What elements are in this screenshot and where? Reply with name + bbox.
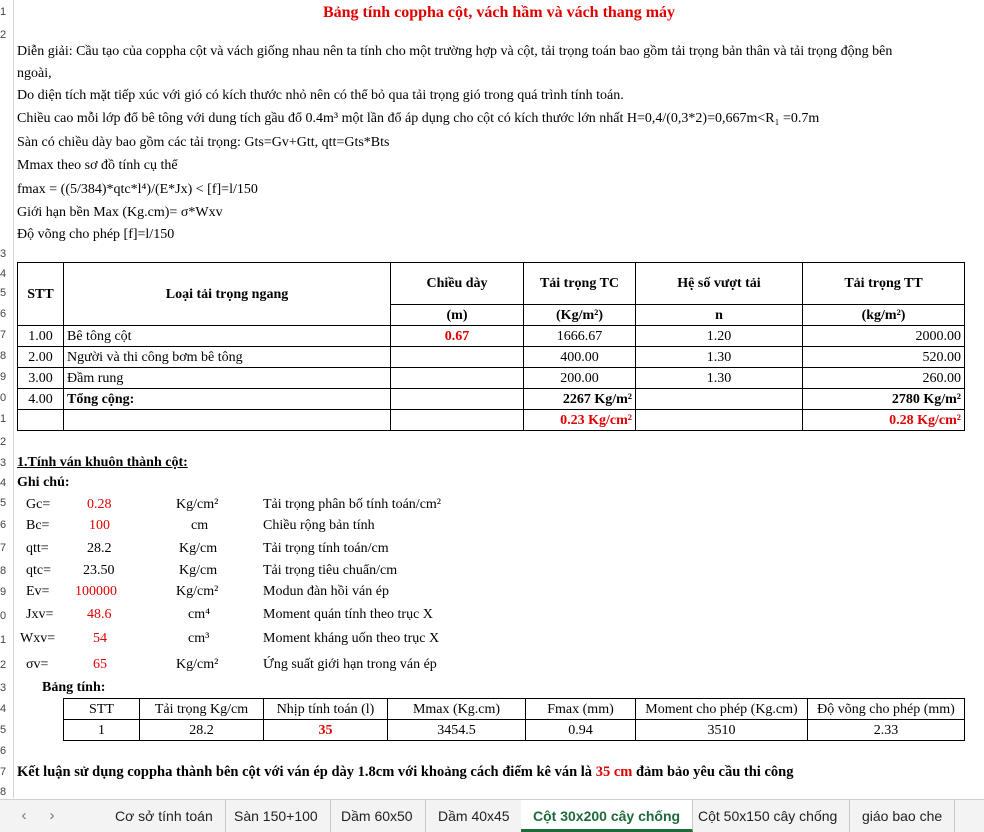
- header-load-tt[interactable]: Tải trọng TT: [803, 263, 965, 305]
- cell-factor[interactable]: [636, 410, 803, 431]
- row-number[interactable]: 5: [0, 287, 7, 299]
- row-number[interactable]: 6: [0, 745, 7, 757]
- param-unit: Kg/cm: [179, 541, 218, 556]
- calc-cell-span[interactable]: 35: [264, 720, 388, 741]
- row-number[interactable]: 4: [0, 268, 7, 280]
- unit-thickness[interactable]: (m): [391, 305, 524, 326]
- param-unit: Kg/cm²: [176, 584, 219, 599]
- load-table: [17, 262, 965, 431]
- header-load-tc[interactable]: Tải trọng TC: [524, 263, 636, 305]
- unit-tt[interactable]: (kg/m²): [803, 305, 965, 326]
- param-unit: Kg/cm: [179, 563, 218, 578]
- calc-cell[interactable]: 1: [64, 720, 140, 741]
- cell-name[interactable]: Người và thi công bơm bê tông: [64, 347, 391, 368]
- sheet-tabs-bar: [0, 799, 984, 832]
- intro-line-5: Mmax theo sơ đồ tính cụ thể: [17, 158, 178, 173]
- param-symbol: Wxv=: [20, 631, 56, 646]
- tab-cot-50x150[interactable]: Cột 50x150 cây chống: [686, 800, 850, 832]
- row-number[interactable]: 8: [0, 565, 7, 577]
- tab-giao-bao-che[interactable]: giáo bao che: [850, 800, 955, 832]
- param-value[interactable]: 100000: [75, 584, 117, 599]
- row-number[interactable]: 1: [0, 634, 7, 646]
- param-unit: Kg/cm²: [176, 497, 219, 512]
- intro-line-4: Sàn có chiều dày bao gồm các tải trọng: Gts=Gv+Gtt, qtt=Gts*Bts: [17, 135, 390, 150]
- cell-name[interactable]: Đầm rung: [64, 368, 391, 389]
- row-number[interactable]: 7: [0, 329, 7, 341]
- header-thickness[interactable]: Chiều dày: [391, 263, 524, 305]
- param-unit: cm³: [188, 631, 210, 646]
- intro-line-2: Do diện tích mặt tiếp xúc với gió có kích thước nhỏ nên có thể bỏ qua tải trọng gió trong quá trình tính toán.: [17, 88, 624, 103]
- calc-header[interactable]: Mmax (Kg.cm): [388, 699, 526, 720]
- header-stt[interactable]: STT: [18, 263, 64, 326]
- calc-header[interactable]: STT: [64, 699, 140, 720]
- cell-name[interactable]: Tổng cộng:: [64, 389, 391, 410]
- param-unit: cm: [191, 518, 209, 533]
- cell-tt-total[interactable]: 2780 Kg/m²: [803, 389, 965, 410]
- row-number[interactable]: 9: [0, 371, 7, 383]
- cell-tc-total-cm[interactable]: 0.23 Kg/cm²: [524, 410, 636, 431]
- conclusion-text-end: đảm bảo yêu cầu thi công: [632, 764, 794, 780]
- calc-header[interactable]: Fmax (mm): [526, 699, 636, 720]
- table-row: [18, 368, 965, 389]
- cell-thickness[interactable]: [391, 368, 524, 389]
- param-value[interactable]: 28.2: [87, 541, 112, 556]
- table-row: [64, 720, 965, 741]
- param-desc: Ứng suất giới hạn trong ván ép: [263, 657, 437, 672]
- cell-stt[interactable]: 4.00: [18, 389, 64, 410]
- intro-line-7: Giới hạn bền Max (Kg.cm)= σ*Wxv: [17, 205, 223, 220]
- row-number[interactable]: 3: [0, 457, 7, 469]
- calc-table-title: Bảng tính:: [42, 680, 106, 695]
- cell-tc[interactable]: 200.00: [524, 368, 636, 389]
- row-number[interactable]: 8: [0, 350, 7, 362]
- notes-title: Ghi chú:: [17, 475, 70, 490]
- tab-scroll-right-icon[interactable]: ›: [49, 807, 55, 824]
- calc-cell[interactable]: 3454.5: [388, 720, 526, 741]
- row-number[interactable]: 7: [0, 542, 7, 554]
- cell-thickness[interactable]: [391, 389, 524, 410]
- cell-stt[interactable]: 2.00: [18, 347, 64, 368]
- cell-thickness[interactable]: [391, 347, 524, 368]
- calc-header[interactable]: Tải trọng Kg/cm: [140, 699, 264, 720]
- param-desc: Tải trọng tính toán/cm: [263, 541, 389, 556]
- param-desc: Modun đàn hồi ván ép: [263, 584, 389, 599]
- unit-factor[interactable]: n: [636, 305, 803, 326]
- param-desc: Moment kháng uốn theo trục X: [263, 631, 440, 646]
- row-number[interactable]: 4: [0, 703, 7, 715]
- tab-co-so-tinh-toan[interactable]: Cơ sở tính toán: [103, 800, 226, 832]
- cell-tt[interactable]: 260.00: [803, 368, 965, 389]
- param-value[interactable]: 23.50: [83, 563, 115, 578]
- table-row-total: [18, 389, 965, 410]
- cell-tt[interactable]: 2000.00: [803, 326, 965, 347]
- param-value[interactable]: 48.6: [87, 607, 112, 622]
- row-number[interactable]: 2: [0, 436, 7, 448]
- header-load-type[interactable]: Loại tải trọng ngang: [64, 263, 391, 326]
- cell-tc[interactable]: 1666.67: [524, 326, 636, 347]
- cell-stt[interactable]: [18, 410, 64, 431]
- calc-header[interactable]: Nhịp tính toán (l): [264, 699, 388, 720]
- cell-name[interactable]: Bê tông cột: [64, 326, 391, 347]
- tab-dam-40x45[interactable]: Dầm 40x45: [426, 800, 523, 832]
- param-desc: Chiều rộng bản tính: [263, 518, 375, 533]
- param-symbol: qtt=: [26, 541, 49, 556]
- table-row: [18, 326, 965, 347]
- row-number-gutter: [0, 0, 14, 798]
- cell-thickness[interactable]: 0.67: [391, 326, 524, 347]
- row-number[interactable]: 0: [0, 610, 7, 622]
- row-number[interactable]: 6: [0, 308, 7, 320]
- section-title: 1.Tính ván khuôn thành cột:: [17, 455, 188, 470]
- row-number[interactable]: 2: [0, 29, 7, 41]
- row-number[interactable]: 3: [0, 682, 7, 694]
- cell-stt[interactable]: 3.00: [18, 368, 64, 389]
- sheet-title: Bảng tính coppha cột, vách hầm và vách thang máy: [322, 4, 676, 21]
- conclusion: [17, 764, 793, 781]
- calc-cell[interactable]: 0.94: [526, 720, 636, 741]
- param-unit: Kg/cm²: [176, 657, 219, 672]
- calc-cell[interactable]: 28.2: [140, 720, 264, 741]
- cell-tt-total-cm[interactable]: 0.28 Kg/cm²: [803, 410, 965, 431]
- param-unit: cm⁴: [188, 607, 210, 622]
- tab-scroll-left-icon[interactable]: ‹: [21, 807, 27, 824]
- row-number[interactable]: 2: [0, 659, 7, 671]
- cell-tc[interactable]: 400.00: [524, 347, 636, 368]
- param-value[interactable]: 65: [93, 657, 107, 672]
- param-desc: Moment quán tính theo trục X: [263, 607, 433, 622]
- intro-line-8: Độ võng cho phép [f]=l/150: [17, 227, 175, 242]
- calc-header[interactable]: Độ võng cho phép (mm): [808, 699, 965, 720]
- param-symbol: Ev=: [26, 584, 50, 599]
- cell-factor[interactable]: 1.30: [636, 347, 803, 368]
- tab-dam-60x50[interactable]: Dầm 60x50: [329, 800, 426, 832]
- row-number[interactable]: 9: [0, 586, 7, 598]
- calc-header[interactable]: Moment cho phép (Kg.cm): [636, 699, 808, 720]
- header-factor[interactable]: Hệ số vượt tải: [636, 263, 803, 305]
- row-number[interactable]: 3: [0, 248, 7, 260]
- param-value[interactable]: 100: [89, 518, 110, 533]
- row-number[interactable]: 1: [0, 6, 7, 18]
- param-symbol: Gc=: [26, 497, 51, 512]
- row-number[interactable]: 4: [0, 477, 7, 489]
- tab-cot-30x200-active[interactable]: Cột 30x200 cây chống: [521, 800, 693, 832]
- table-row: [18, 347, 965, 368]
- param-symbol: Jxv=: [26, 607, 54, 622]
- cell-factor[interactable]: 1.20: [636, 326, 803, 347]
- conclusion-value: 35 cm: [595, 764, 633, 780]
- cell-factor[interactable]: 1.30: [636, 368, 803, 389]
- unit-tc[interactable]: (Kg/m²): [524, 305, 636, 326]
- param-desc: Tải trọng phân bố tính toán/cm²: [263, 497, 441, 512]
- calc-table: [63, 698, 965, 741]
- intro-line-1: Diễn giải: Cầu tạo của coppha cột và vách giống nhau nên ta tính cho một trường hợp và cột, tải trọng toán bao gồm tải trọng bản thân và tải trọng động bên: [17, 44, 893, 59]
- param-value[interactable]: 0.28: [87, 497, 112, 512]
- param-symbol: qtc=: [26, 563, 51, 578]
- row-number[interactable]: 7: [0, 766, 7, 778]
- cell-name[interactable]: [64, 410, 391, 431]
- calc-cell[interactable]: 3510: [636, 720, 808, 741]
- param-symbol: σv=: [26, 657, 49, 672]
- calc-cell[interactable]: 2.33: [808, 720, 965, 741]
- row-number[interactable]: 6: [0, 519, 7, 531]
- row-number[interactable]: 5: [0, 724, 7, 736]
- intro-line-1b: ngoài,: [17, 66, 52, 81]
- conclusion-text: Kết luận sử dụng coppha thành bên cột với ván ép dày 1.8cm với khoảng cách điểm kê ván là: [17, 764, 596, 780]
- cell-tc-total[interactable]: 2267 Kg/m²: [524, 389, 636, 410]
- row-number[interactable]: 1: [0, 413, 7, 425]
- row-number[interactable]: 0: [0, 392, 7, 404]
- param-desc: Tải trọng tiêu chuẩn/cm: [263, 563, 398, 578]
- tab-san-150-100[interactable]: Sàn 150+100: [222, 800, 331, 832]
- intro-formula-fmax: fmax = ((5/384)*qtc*l⁴)/(E*Jx) < [f]=l/150: [17, 182, 258, 197]
- row-number[interactable]: 5: [0, 497, 7, 509]
- param-value[interactable]: 54: [93, 631, 107, 646]
- param-symbol: Bc=: [26, 518, 50, 533]
- intro-line-3: Chiều cao mỗi lớp đổ bê tông với dung tích gầu đổ 0.4m³ một lần đổ áp dụng cho cột có kích thước lớn nhất H=0,4/(0,3*2)=0,667m<R₁ =0.7m: [17, 111, 820, 126]
- cell-thickness[interactable]: [391, 410, 524, 431]
- cell-tt[interactable]: 520.00: [803, 347, 965, 368]
- table-row-total-cm: [18, 410, 965, 431]
- cell-stt[interactable]: 1.00: [18, 326, 64, 347]
- row-number[interactable]: 8: [0, 786, 7, 798]
- cell-factor[interactable]: [636, 389, 803, 410]
